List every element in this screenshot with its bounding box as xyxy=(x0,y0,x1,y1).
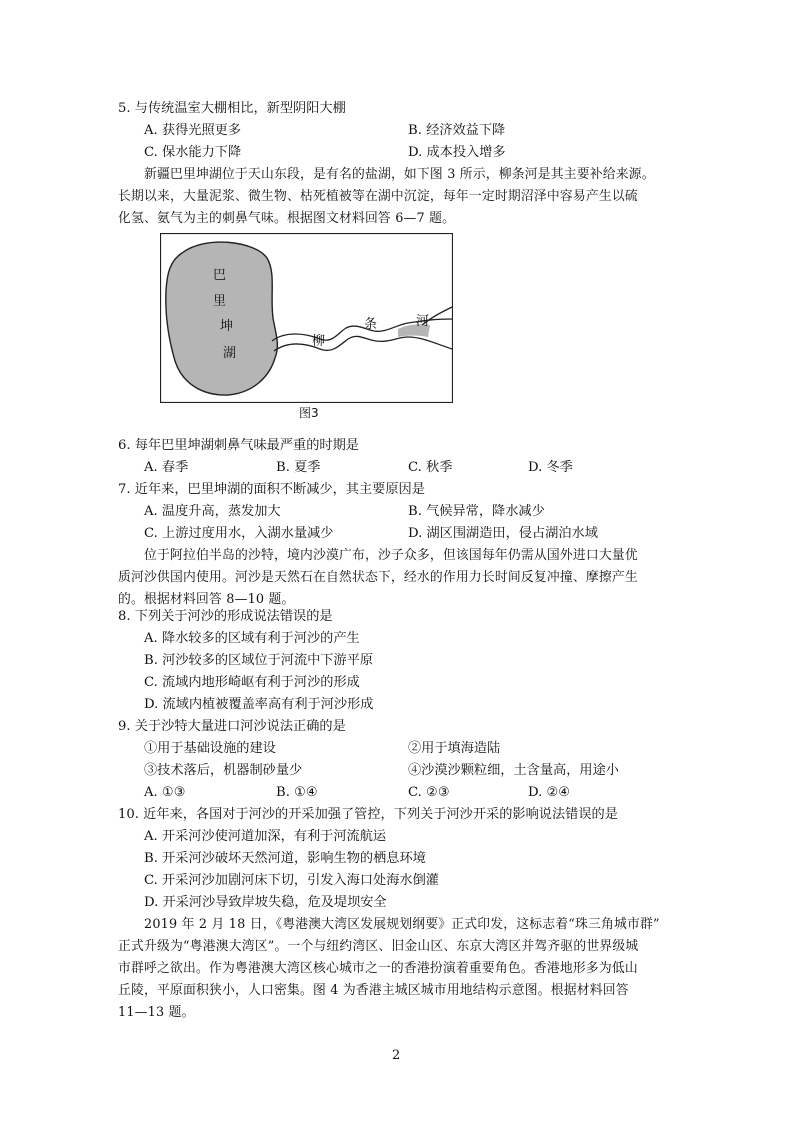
q10-option-c: C. 开采河沙加剧河床下切，引发入海口处海水倒灌 xyxy=(144,873,439,888)
passage1-line-3: 化氢、氨气为主的刺鼻气味。根据图文材料回答 6—7 题。 xyxy=(118,211,456,226)
lake-label-1: 巴 xyxy=(213,268,227,283)
river-label-2: 条 xyxy=(364,317,378,332)
q9-option-a: A. ①③ xyxy=(144,785,186,800)
q9-statement-3: ③技术落后，机器制砂量少 xyxy=(144,763,303,778)
q8-option-a: A. 降水较多的区域有利于河沙的产生 xyxy=(144,631,360,646)
passage3-line-5: 11—13 题。 xyxy=(118,1005,195,1020)
q6-option-d: D. 冬季 xyxy=(528,460,573,475)
q9-statement-2: ②用于填海造陆 xyxy=(408,741,501,756)
figure3-map xyxy=(160,233,453,403)
lake-label-2: 里 xyxy=(213,294,227,309)
q9-statement-4: ④沙漠沙颗粒细，土含量高，用途小 xyxy=(408,763,619,778)
passage1-line-1: 新疆巴里坤湖位于天山东段，是有名的盐湖，如下图 3 所示，柳条河是其主要补给来源。 xyxy=(144,167,655,182)
q7-option-b: B. 气候异常，降水减少 xyxy=(408,504,545,519)
q5-option-c: C. 保水能力下降 xyxy=(144,145,242,160)
passage3-line-3: 市群呼之欲出。作为粤港澳大湾区核心城市之一的香港扮演着重要角色。香港地形多为低山 xyxy=(118,961,638,976)
q8-stem: 8. 下列关于河沙的形成说法错误的是 xyxy=(118,609,333,624)
figure3-map-svg xyxy=(160,233,453,403)
q7-stem: 7. 近年来，巴里坤湖的面积不断减少，其主要原因是 xyxy=(118,482,425,497)
river-label-3: 河 xyxy=(416,314,430,329)
q9-option-d: D. ②④ xyxy=(528,785,571,800)
river-label-1: 柳 xyxy=(312,334,326,349)
q8-option-b: B. 河沙较多的区域位于河流中下游平原 xyxy=(144,653,374,668)
passage1-line-2: 长期以来，大量泥浆、微生物、枯死植被等在湖中沉淀，每年一定时期沼泽中容易产生以硫 xyxy=(118,189,638,204)
passage2-line-3: 的。根据材料回答 8—10 题。 xyxy=(118,592,295,607)
q10-option-b: B. 开采河沙破坏天然河道，影响生物的栖息环境 xyxy=(144,851,426,866)
q6-option-c: C. 秋季 xyxy=(408,460,453,475)
q6-option-a: A. 春季 xyxy=(144,460,189,475)
q5-option-b: B. 经济效益下降 xyxy=(408,123,506,138)
lake-label-4: 湖 xyxy=(223,346,237,361)
q10-stem: 10. 近年来，各国对于河沙的开采加强了管控，下列关于河沙开采的影响说法错误的是 xyxy=(118,807,618,822)
q7-option-a: A. 温度升高，蒸发加大 xyxy=(144,504,281,519)
q9-stem: 9. 关于沙特大量进口河沙说法正确的是 xyxy=(118,719,346,734)
q9-option-c: C. ②③ xyxy=(408,785,450,800)
page-number: 2 xyxy=(392,1048,401,1063)
passage3-line-4: 丘陵，平原面积狭小，人口密集。图 4 为香港主城区城市用地结构示意图。根据材料回答 xyxy=(118,983,629,998)
q8-option-d: D. 流域内植被覆盖率高有利于河沙形成 xyxy=(144,697,374,712)
q10-option-a: A. 开采河沙使河道加深，有利于河流航运 xyxy=(144,829,387,844)
q5-option-d: D. 成本投入增多 xyxy=(408,145,506,160)
q8-option-c: C. 流域内地形崎岖有利于河沙的形成 xyxy=(144,675,360,690)
q9-statement-1: ①用于基础设施的建设 xyxy=(144,741,276,756)
passage2-line-2: 质河沙供国内使用。河沙是天然石在自然状态下，经水的作用力长时间反复冲撞、摩擦产生 xyxy=(118,570,638,585)
passage3-line-1: 2019 年 2 月 18 日，《粤港澳大湾区发展规划纲要》正式印发，这标志着“珠三角城市群” xyxy=(144,917,660,932)
q6-stem: 6. 每年巴里坤湖刺鼻气味最严重的时期是 xyxy=(118,438,359,453)
q5-option-a: A. 获得光照更多 xyxy=(144,123,242,138)
q10-option-d: D. 开采河沙导致岸坡失稳，危及堤坝安全 xyxy=(144,895,387,910)
q7-option-d: D. 湖区围湖造田，侵占湖泊水域 xyxy=(408,526,598,541)
figure3-caption: 图3 xyxy=(299,406,319,420)
q9-option-b: B. ①④ xyxy=(276,785,318,800)
q6-option-b: B. 夏季 xyxy=(276,460,321,475)
q5-stem: 5. 与传统温室大棚相比，新型阴阳大棚 xyxy=(118,101,346,116)
passage3-line-2: 正式升级为“粤港澳大湾区”。一个与纽约湾区、旧金山区、东京大湾区并驾齐驱的世界级城 xyxy=(118,939,639,954)
q7-option-c: C. 上游过度用水，入湖水量减少 xyxy=(144,526,334,541)
passage2-line-1: 位于阿拉伯半岛的沙特，境内沙漠广布，沙子众多，但该国每年仍需从国外进口大量优 xyxy=(144,548,638,563)
lake-label-3: 坤 xyxy=(220,319,234,334)
